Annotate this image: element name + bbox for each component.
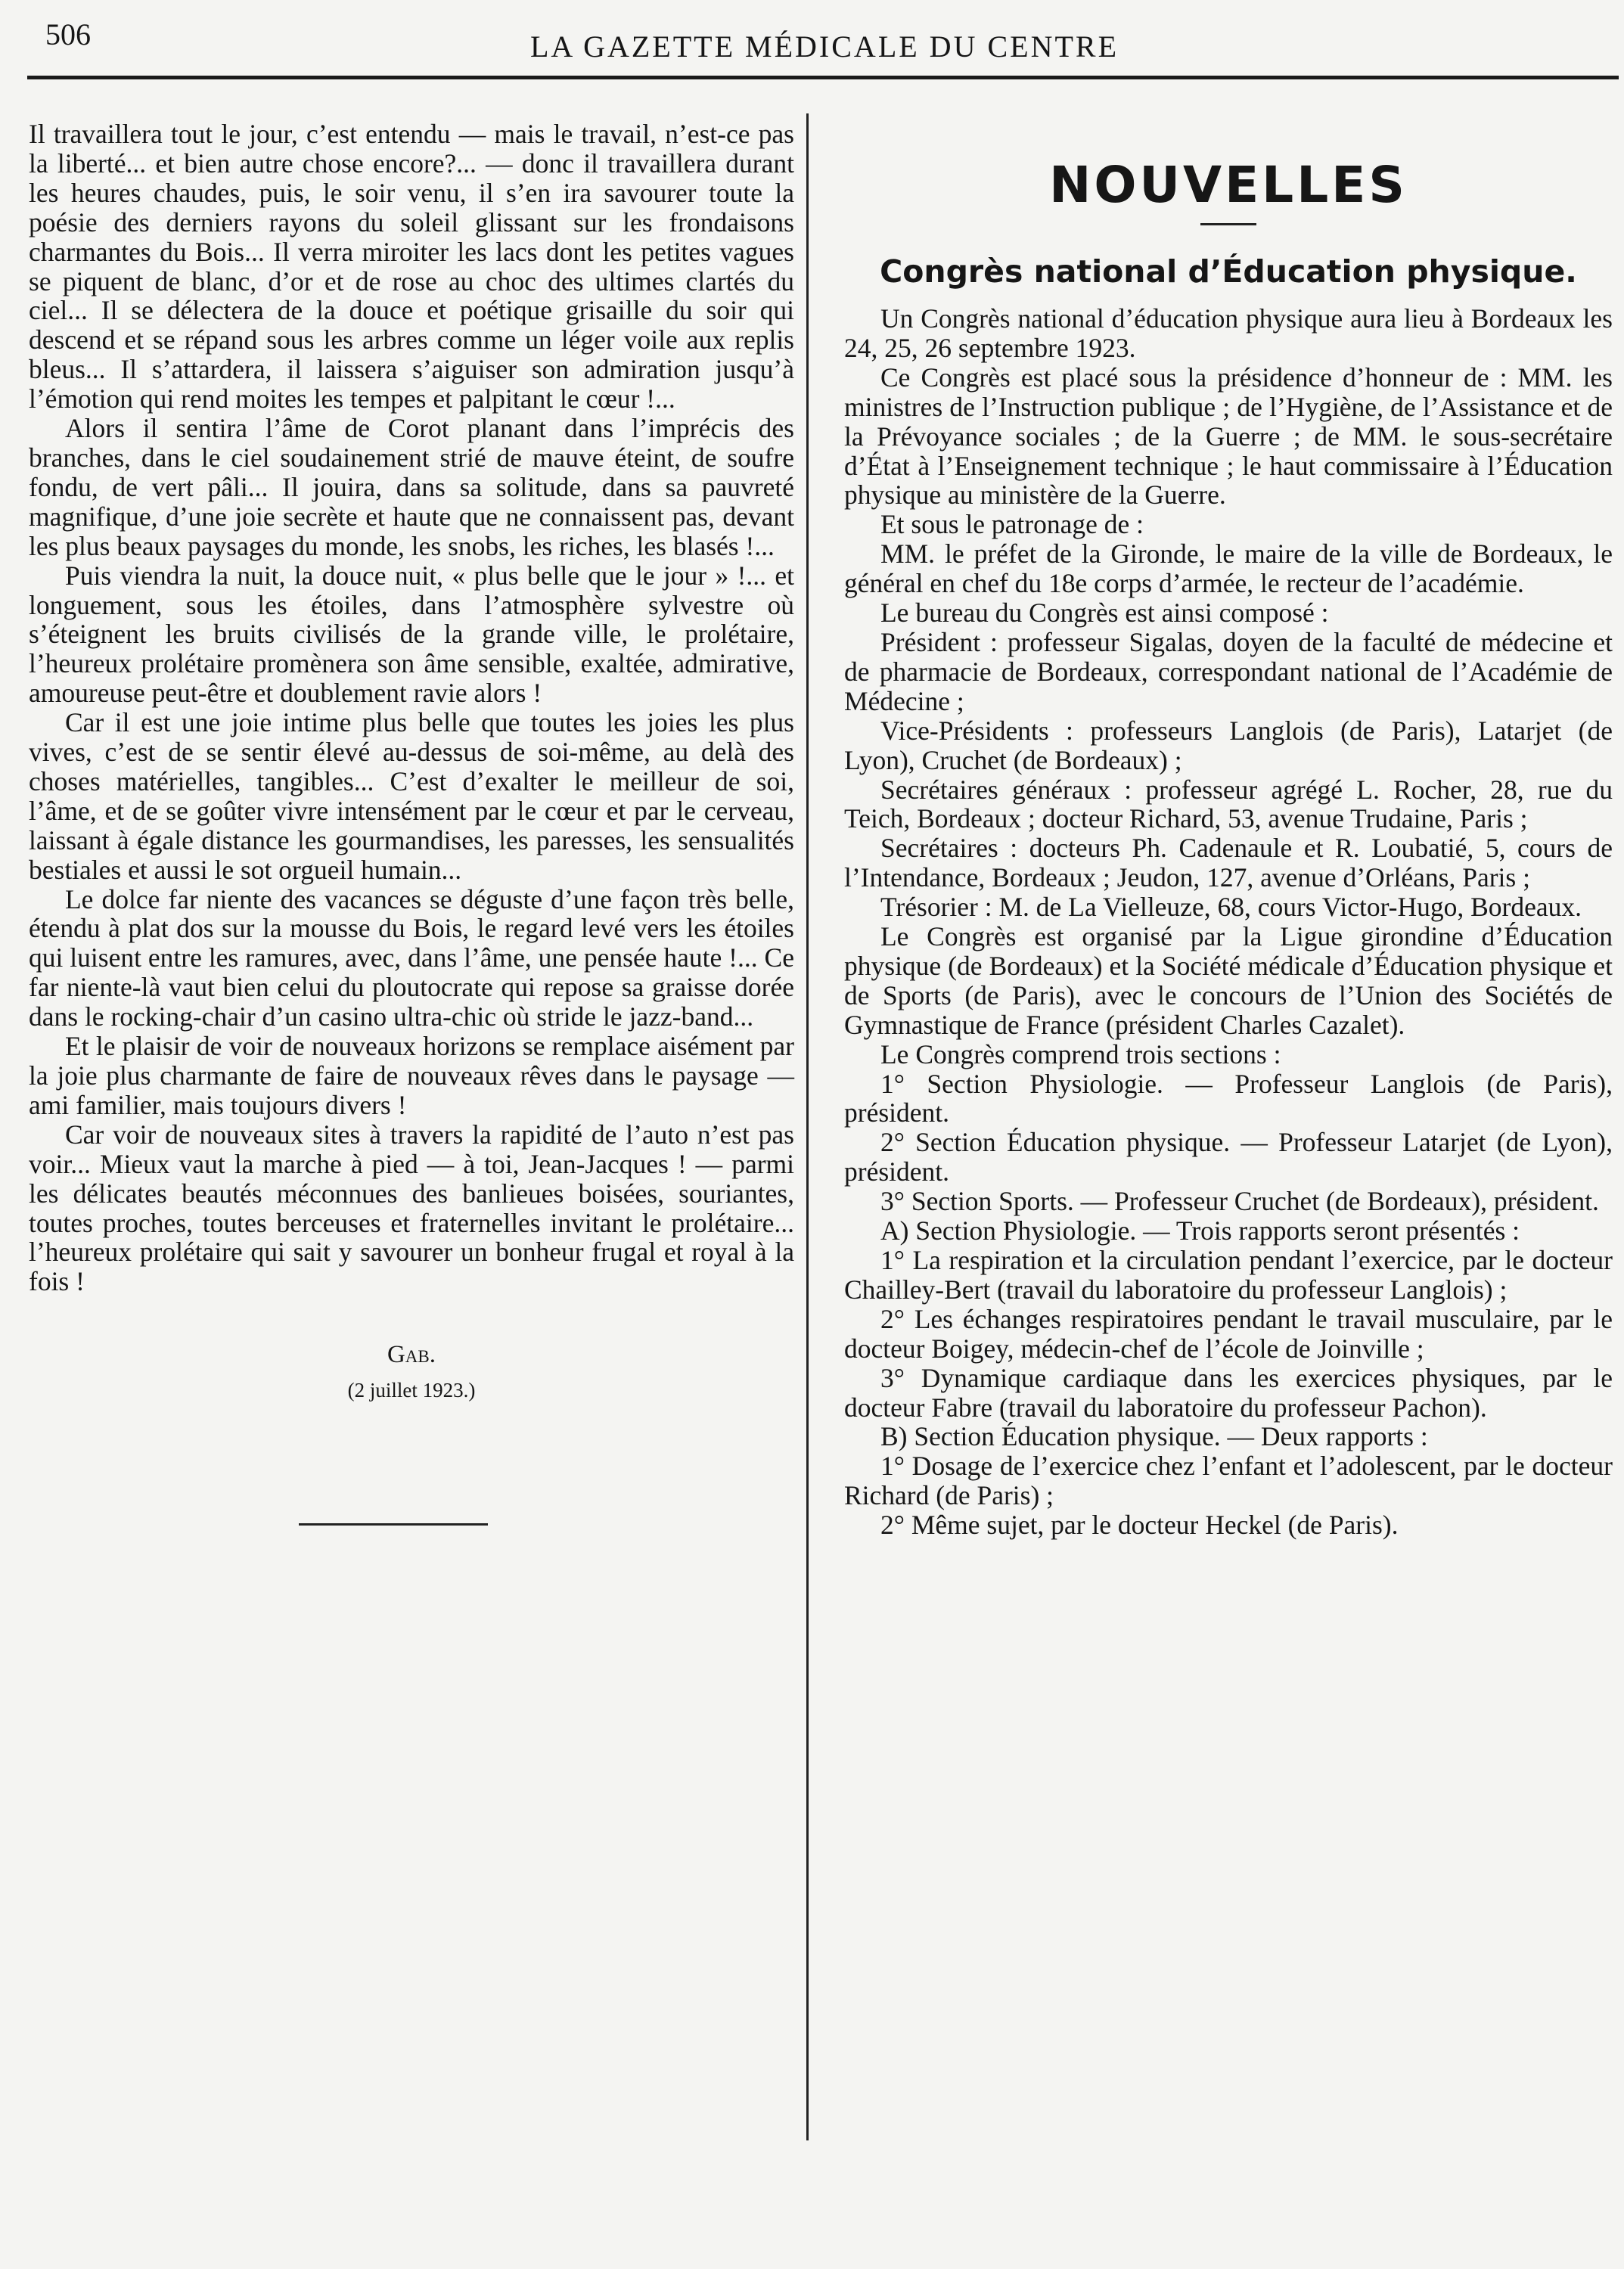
running-title: LA GAZETTE MÉDICALE DU CENTRE <box>529 29 1119 64</box>
paragraph: Secrétaires : docteurs Ph. Cadenaule et R. Loubatié, 5, cours de l’Intendance, Bordeaux ; Jeudon, 127, avenue d’Orléans, Paris ; <box>844 833 1613 893</box>
header-rule <box>27 76 1619 79</box>
paragraph: Un Congrès national d’éducation physique aura lieu à Bordeaux les 24, 25, 26 septembre 1923. <box>844 303 1613 363</box>
paragraph: 3° Section Sports. — Professeur Cruchet (de Bordeaux), président. <box>880 1186 1599 1217</box>
paragraph: Car il est une joie intime plus belle que toutes les joies les plus vives, c’est de se sentir élevé au-dessus de soi-même, au delà des choses matérielles, tangibles... C’est d’exalter le meilleur de soi, l’âme, et de se goûter vivre intensément par le cœur et par le cerveau, laissant à égale distance les gourmandises, les paresses, les sensualités bestiales et aussi le sot orgueil humain... <box>29 707 794 885</box>
paragraph: 1° Section Physiologie. — Professeur Langlois (de Paris), président. <box>844 1068 1613 1128</box>
author-signature: Gab. <box>387 1341 436 1369</box>
paragraph: B) Section Éducation physique. — Deux rapports : <box>880 1421 1428 1452</box>
paragraph: Secrétaires généraux : professeur agrégé L. Rocher, 28, rue du Teich, Bordeaux ; docteur Richard, 53, avenue Trudaine, Paris ; <box>844 774 1613 834</box>
paragraph: Vice-Présidents : professeurs Langlois (de Paris), Latarjet (de Lyon), Cruchet (de Bordeaux) ; <box>844 715 1613 775</box>
paragraph: Car voir de nouveaux sites à travers la rapidité de l’auto n’est pas voir... Mieux vaut la marche à pied — à toi, Jean-Jacques ! — parmi les délicates beautés méconnues des banlieues boisées, souriantes, toutes proches, toutes berceuses et fraternelles invitant le prolétaire... l’heureux prolétaire qui sait y savourer un bonheur frugal et royal à la fois ! <box>29 1119 794 1297</box>
column-divider <box>806 113 809 2140</box>
paragraph: 2° Les échanges respiratoires pendant le travail musculaire, par le docteur Boigey, médecin-chef de l’école de Joinville ; <box>844 1303 1613 1364</box>
paragraph: A) Section Physiologie. — Trois rapports seront présentés : <box>880 1215 1520 1246</box>
section-heading: NOUVELLES <box>1049 156 1408 214</box>
paragraph: 2° Section Éducation physique. — Professeur Latarjet (de Lyon), président. <box>844 1127 1613 1187</box>
paragraph: Trésorier : M. de La Vielleuze, 68, cours Victor-Hugo, Bordeaux. <box>880 892 1582 923</box>
page-number: 506 <box>45 17 91 51</box>
paragraph: Puis viendra la nuit, la douce nuit, « plus belle que le jour » !... et longuement, sous les étoiles, dans l’atmosphère sylvestre où s’éteignent les bruits civilisés de la grande ville, le prolétaire, l’heureux prolétaire promènera son âme sensible, exaltée, admirative, amoureuse peut-être et doublement ravie alors ! <box>29 560 794 709</box>
signature-date: (2 juillet 1923.) <box>347 1379 476 1402</box>
paragraph: Et le plaisir de voir de nouveaux horizons se remplace aisément par la joie plus charmante de faire de nouveaux rêves dans le paysage — ami familier, mais toujours divers ! <box>29 1031 794 1120</box>
end-rule <box>299 1523 488 1526</box>
right-column <box>844 155 1613 1540</box>
paragraph: Et sous le patronage de : <box>880 509 1144 540</box>
heading-rule <box>1200 223 1256 225</box>
left-column <box>29 120 794 1526</box>
paragraph: Ce Congrès est placé sous la présidence d’honneur de : MM. les ministres de l’Instruction publique ; de l’Hygiène, de l’Assistance et de la Prévoyance sociales ; de la Guerre ; de MM. le sous-secrétaire d’État à l’Enseignement technique ; le haut commissaire à l’Éducation physique au ministère de la Guerre. <box>844 362 1613 511</box>
article-subheading: Congrès national d’Éducation physique. <box>880 253 1577 290</box>
paragraph: 1° La respiration et la circulation pendant l’exercice, par le docteur Chailley-Bert (travail du laboratoire du professeur Langlois) ; <box>844 1245 1613 1305</box>
paragraph: Le Congrès comprend trois sections : <box>880 1038 1281 1069</box>
paragraph: Le dolce far niente des vacances se déguste d’une façon très belle, étendu à plat dos sur la mousse du Bois, le regard levé vers les étoiles qui luisent entre les ramures, avec, dans l’âme, une pensée haute !... Ce far niente-là vaut bien celui du ploutocrate qui repose sa graisse dorée dans le rocking-chair d’un casino ultra-chic où stride le jazz-band... <box>29 883 794 1032</box>
paragraph: Le bureau du Congrès est ainsi composé : <box>880 598 1329 629</box>
paragraph: Le Congrès est organisé par la Ligue girondine d’Éducation physique (de Bordeaux) et la Société médicale d’Éducation physique et de Sports (de Paris), avec le concours de l’Union des Sociétés de Gymnastique de France (président Charles Cazalet). <box>844 921 1613 1040</box>
paragraph: Alors il sentira l’âme de Corot planant dans l’imprécis des branches, dans le ciel soudainement strié de mauve éteint, de soufre fondu, de vert pâli... Il jouira, dans sa solitude, dans sa pauvreté magnifique, d’une joie secrète et haute que ne connaissent pas, devant les plus beaux paysages du monde, les snobs, les riches, les blasés !... <box>29 413 794 561</box>
paragraph: MM. le préfet de la Gironde, le maire de la ville de Bordeaux, le général en chef du 18e corps d’armée, le recteur de l’académie. <box>844 539 1613 599</box>
paragraph: 3° Dynamique cardiaque dans les exercices physiques, par le docteur Fabre (travail du laboratoire du professeur Pachon). <box>844 1362 1613 1423</box>
paragraph: Il travaillera tout le jour, c’est entendu — mais le travail, n’est-ce pas la liberté... et bien autre chose encore?... — donc il travaillera durant les heures chaudes, puis, le soir venu, il s’en ira savourer toute la poésie des derniers rayons du soleil glissant sur les frondaisons charmantes du Bois... Il verra miroiter les lacs dont les petites vagues se piquent de blanc, d’or et de rose au choc des ultimes clartés du ciel... Il se délectera de la douce et poétique grisaille du soir qui descend et se répand sous les arbres comme un léger voile aux replis bleus... Il s’attardera, il laissera s’aiguiser son admiration jusqu’à l’émotion qui rend moites les tempes et palpitant le cœur !... <box>29 119 794 414</box>
paragraph: 2° Même sujet, par le docteur Heckel (de Paris). <box>880 1510 1399 1541</box>
paragraph: Président : professeur Sigalas, doyen de la faculté de médecine et de pharmacie de Bordeaux, correspondant national de l’Académie de Médecine ; <box>844 626 1613 716</box>
page-header <box>30 11 1619 64</box>
paragraph: 1° Dosage de l’exercice chez l’enfant et l’adolescent, par le docteur Richard (de Paris) ; <box>844 1451 1613 1511</box>
